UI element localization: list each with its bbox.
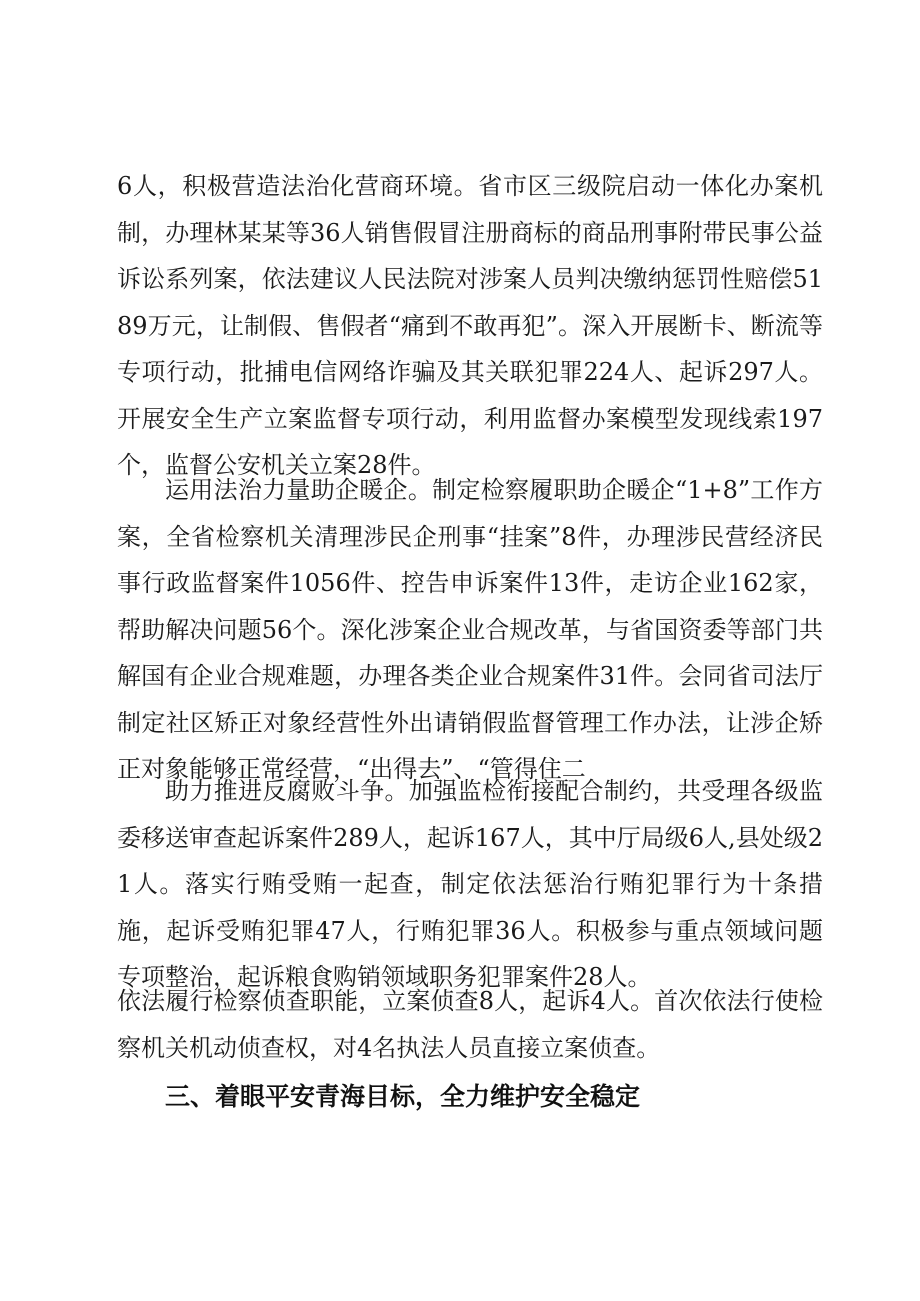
paragraph-investigation: 依法履行检察侦查职能，立案侦查8人，起诉4人。首次依法行使检察机关机动侦查权，对4名执法人员直接立案侦查。 xyxy=(117,987,823,1062)
section-heading: 三、着眼平安青海目标，全力维护安全稳定 xyxy=(165,1082,641,1111)
paragraph-business-environment: 6人，积极营造法治化营商环境。省市区三级院启动一体化办案机制，办理林某某等36人销售假冒注册商标的商品刑事附带民事公益诉讼系列案，依法建议人民法院对涉案人员判决缴纳惩罚性赔偿5189万元，让制假、售假者“痛到不敢再犯”。深入开展断卡、断流等专项行动，批捕电信网络诈骗及其关联犯罪224人、起诉297人。开展安全生产立案监督专项行动，利用监督办案模型发现线索197个，监督公安机关立案28件。 xyxy=(117,172,823,479)
paragraph-anti-corruption: 助力推进反腐败斗争。加强监检衔接配合制约，共受理各级监委移送审查起诉案件289人，起诉167人，其中厅局级6人,县处级21人。落实行贿受贿一起查，制定依法惩治行贿犯罪行为十条措施，起诉受贿犯罪47人，行贿犯罪36人。积极参与重点领域问题专项整治，起诉粮食购销领域职务犯罪案件28人。 xyxy=(117,777,823,991)
paragraph-support-enterprises: 运用法治力量助企暖企。制定检察履职助企暖企“1+8”工作方案，全省检察机关清理涉民企刑事“挂案”8件，办理涉民营经济民事行政监督案件1056件、控告申诉案件13件，走访企业162家，帮助解决问题56个。深化涉案企业合规改革，与省国资委等部门共解国有企业合规难题，办理各类企业合规案件31件。会同省司法厅制定社区矫正对象经营性外出请销假监督管理工作办法，让涉企矫正对象能够正常经营，“出得去”、“管得住二 xyxy=(117,476,823,783)
